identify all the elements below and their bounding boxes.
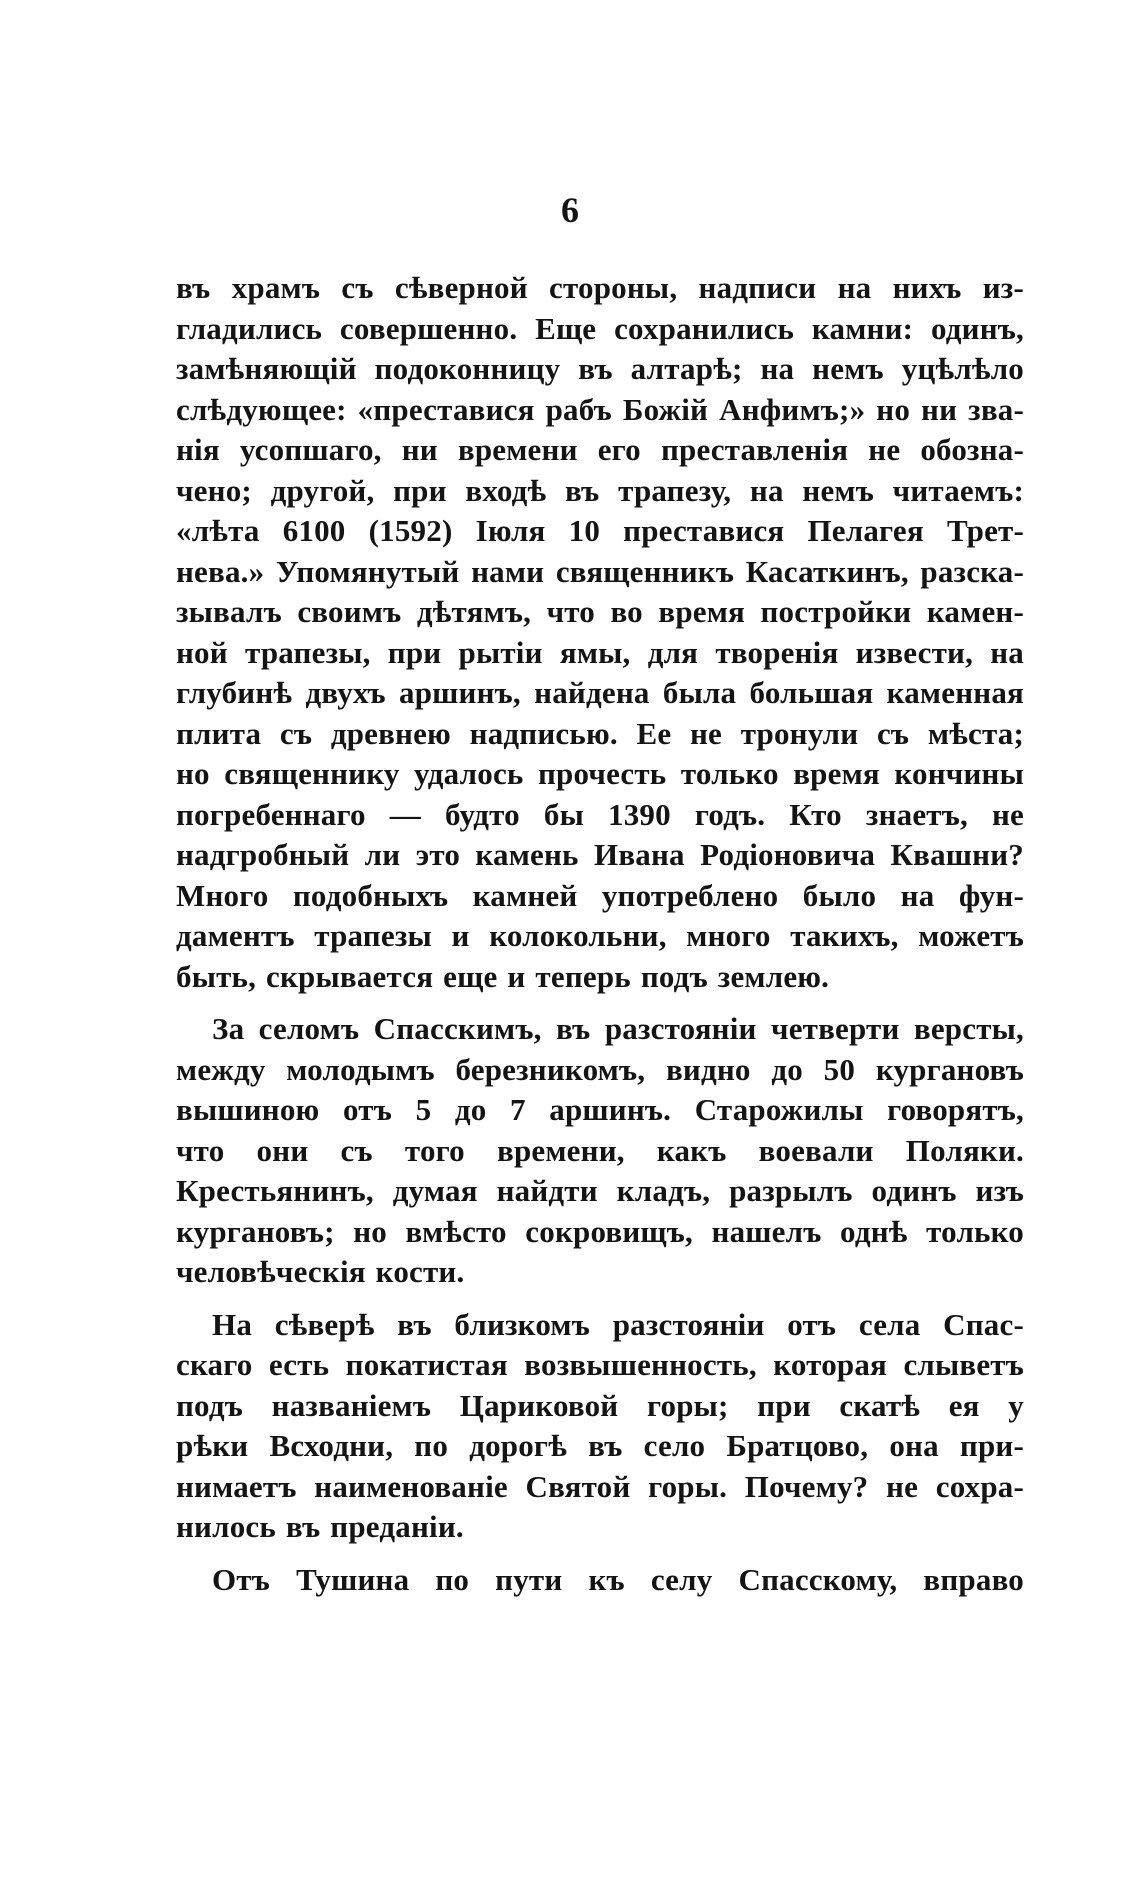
- body-text: [176, 268, 1024, 1600]
- text-line: ной трапезы, при рытіи ямы, для творенія извести, на: [176, 634, 1024, 670]
- text-line: даментъ трапезы и колокольни, много такихъ, можетъ: [176, 918, 1024, 953]
- text-line: Отъ Тушина по пути къ селу Спасскому, вправо: [212, 1561, 1024, 1597]
- text-line: рѣки Всходни, по дорогѣ въ село Братцово, она при-: [176, 1428, 1024, 1463]
- text-line: погребеннаго — будто бы 1390 годъ. Кто знаетъ, не: [176, 796, 1024, 832]
- paragraph-spacer: [176, 997, 1024, 1009]
- text-line: нимаетъ наименованіе Святой горы. Почему? не сохра-: [176, 1468, 1024, 1504]
- paragraph-1: [176, 268, 1024, 997]
- paragraph-spacer: [176, 1293, 1024, 1305]
- text-line: глубинѣ двухъ аршинъ, найдена была большая каменная: [176, 675, 1024, 710]
- text-line: слѣдующее: «преставися рабъ Божій Анфимъ;» но ни зва-: [176, 391, 1024, 427]
- text-line: надгробный ли это камень Ивана Родіоновича Квашни?: [176, 837, 1024, 872]
- text-line: Много подобныхъ камней употреблено было на фун-: [176, 877, 1024, 913]
- page-number: 6: [561, 190, 579, 230]
- text-line: скаго есть покатистая возвышенность, которая слыветъ: [176, 1347, 1024, 1382]
- paragraph-2: [176, 1009, 1024, 1293]
- text-line: нилось въ преданіи.: [176, 1509, 464, 1544]
- paragraph-spacer: [176, 1548, 1024, 1560]
- text-line: въ храмъ съ сѣверной стороны, надписи на нихъ из-: [176, 270, 1024, 305]
- text-line: кургановъ; но вмѣсто сокровищъ, нашелъ однѣ только: [176, 1213, 1024, 1249]
- text-line: замѣняющій подоконницу въ алтарѣ; на немъ уцѣлѣло: [176, 351, 1024, 386]
- text-line: «лѣта 6100 (1592) Іюля 10 преставися Пелагея Трет-: [176, 513, 1024, 548]
- text-line: зывалъ своимъ дѣтямъ, что во время постройки камен-: [176, 594, 1024, 629]
- text-line: На сѣверѣ въ близкомъ разстояніи отъ села Спас-: [212, 1306, 1024, 1342]
- text-line: нія усопшаго, ни времени его преставленія не обозна-: [176, 432, 1024, 467]
- text-line: но священнику удалось прочесть только время кончины: [176, 756, 1024, 791]
- text-line: что они съ того времени, какъ воевали Поляки.: [176, 1132, 1024, 1168]
- text-line: быть, скрывается еще и теперь подъ землею.: [176, 958, 830, 994]
- text-line: За селомъ Спасскимъ, въ разстояніи четверти версты,: [212, 1011, 1024, 1046]
- text-line: гладились совершенно. Еще сохранились камни: одинъ,: [176, 310, 1024, 346]
- paragraph-3: [176, 1305, 1024, 1548]
- text-line: Крестьянинъ, думая найдти кладъ, разрылъ одинъ изъ: [176, 1173, 1024, 1208]
- text-line: подъ названіемъ Цариковой горы; при скатѣ ея у: [176, 1387, 1024, 1423]
- paragraph-4: [176, 1560, 1024, 1601]
- text-line: плита съ древнею надписью. Ее не тронули съ мѣста;: [176, 715, 1024, 751]
- text-line: нева.» Упомянутый нами священникъ Касаткинъ, разска-: [176, 553, 1024, 589]
- text-line: чено; другой, при входѣ въ трапезу, на немъ читаемъ:: [176, 472, 1024, 508]
- text-line: вышиною отъ 5 до 7 аршинъ. Старожилы говорятъ,: [176, 1092, 1024, 1127]
- text-line: между молодымъ березникомъ, видно до 50 кургановъ: [176, 1051, 1024, 1087]
- text-line: человѣческія кости.: [176, 1254, 465, 1289]
